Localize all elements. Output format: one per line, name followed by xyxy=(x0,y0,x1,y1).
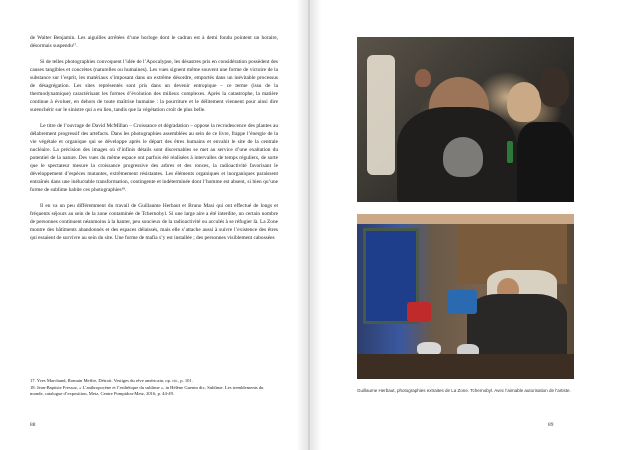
photo-celebration xyxy=(357,37,574,202)
paragraph-3: Le titre de l’ouvrage de David McMillan – Croissance et dégradation – oppose la recrudescence des plantes au délabrement progressif des artefacts. Dans les photographies assemblées au sein de ce livre, frappe l’énergie de la vie végétale et organique qui se développe après le départ des êtres humains et envahit le site de la centrale nucléaire. La précision des images où d’infinis détails sont discernables se met au service d’une exaltation du potentiel de la nature. Des vues du même espace ont parfois été réalisées à intervalles de temps réguliers, de sorte que le spectateur mesure la croissance progressive des arbres et des ronces, la radioactivité favorisant le développement d’espèces mutantes, extrêmement résistantes. Les éléments organiques et inorganiques paraissent entraînés dans une inéluctable transformation, contingente et indéterminée dont l’homme est absent, si bien qu’une forme de sublime habite ces photographies¹⁸. xyxy=(30,122,278,193)
footnote-17: 17. Yves Marchand, Romain Meffre, Détroit. Vestiges du rêve américain, op. cit., p. 101. xyxy=(30,378,193,383)
page-number-right: 89 xyxy=(548,422,554,428)
paragraph-4: Il en va un peu différemment du travail de Guillaume Herbaut et Bruno Masi qui ont effectué de longs et fréquents séjours au sein de la zone contaminée de Tchernobyl. Si une large aire a été interdite, un certain nombre de personnes continuent néanmoins à la hanter, peu soucieux de la radioactivité ou acculés à se réfugier là. La Zone montre des bâtiments abandonnés et des espaces délaissés, mais elle s’attache aussi à suivre l’existence des êtres qui essaient de survivre au sein du site. Une forme de mafia s’y est installée ; des personnes visiblement cabossées xyxy=(30,202,278,241)
body-text-column xyxy=(30,34,278,242)
book-gutter xyxy=(296,0,322,450)
photo-caption: Guillaume Herbaut, photographies extraites de La Zone. Tchernobyl. Avec l’aimable autorisation de l’artiste. xyxy=(357,388,571,393)
page-number-left: 88 xyxy=(30,422,36,428)
paragraph-1: de Walter Benjamin. Les aiguilles arrêtées d’une horloge dont le cadran est à demi fondu pointent un horaire, désormais suspendu¹⁷. xyxy=(30,35,278,50)
footnote-18: 18. Jean-Baptiste Fressoz, « L’anthropocène et l’esthétique du sublime », in Hélène Guenin dir., Sublime. Les tremblements du monde, catalogue d’exposition, Metz, Centre Pompidou-Metz, 2016, p. 44-49. xyxy=(30,384,264,397)
photo-interior xyxy=(357,214,574,379)
paragraph-2: Si de telles photographies convoquent l’idée de l’Apocalypse, les désastres pris en considération possèdent des causes tangibles et concrètes (naturelles ou humaines). Les vues signent même souvent une forme de victoire de la substance sur l’esprit, les matériaux s’imposant dans un extrême désordre, emportés dans un inévitable processus de désagrégation. Les sites représentés sont pris dans un devenir entropique – ce terme (issu de la thermodynamique) caractérisant les formes d’évolution des milieux complexes. Après la catastrophe, la matière continue à évoluer, en dehors de toute maîtrise humaine : la pourriture et le délitement viennent pour ainsi dire surenchérir sur le sinistre qui a eu lieu, tandis que la végétation croît de plus belle. xyxy=(30,58,278,113)
left-page xyxy=(0,0,309,450)
footnotes xyxy=(30,378,278,398)
